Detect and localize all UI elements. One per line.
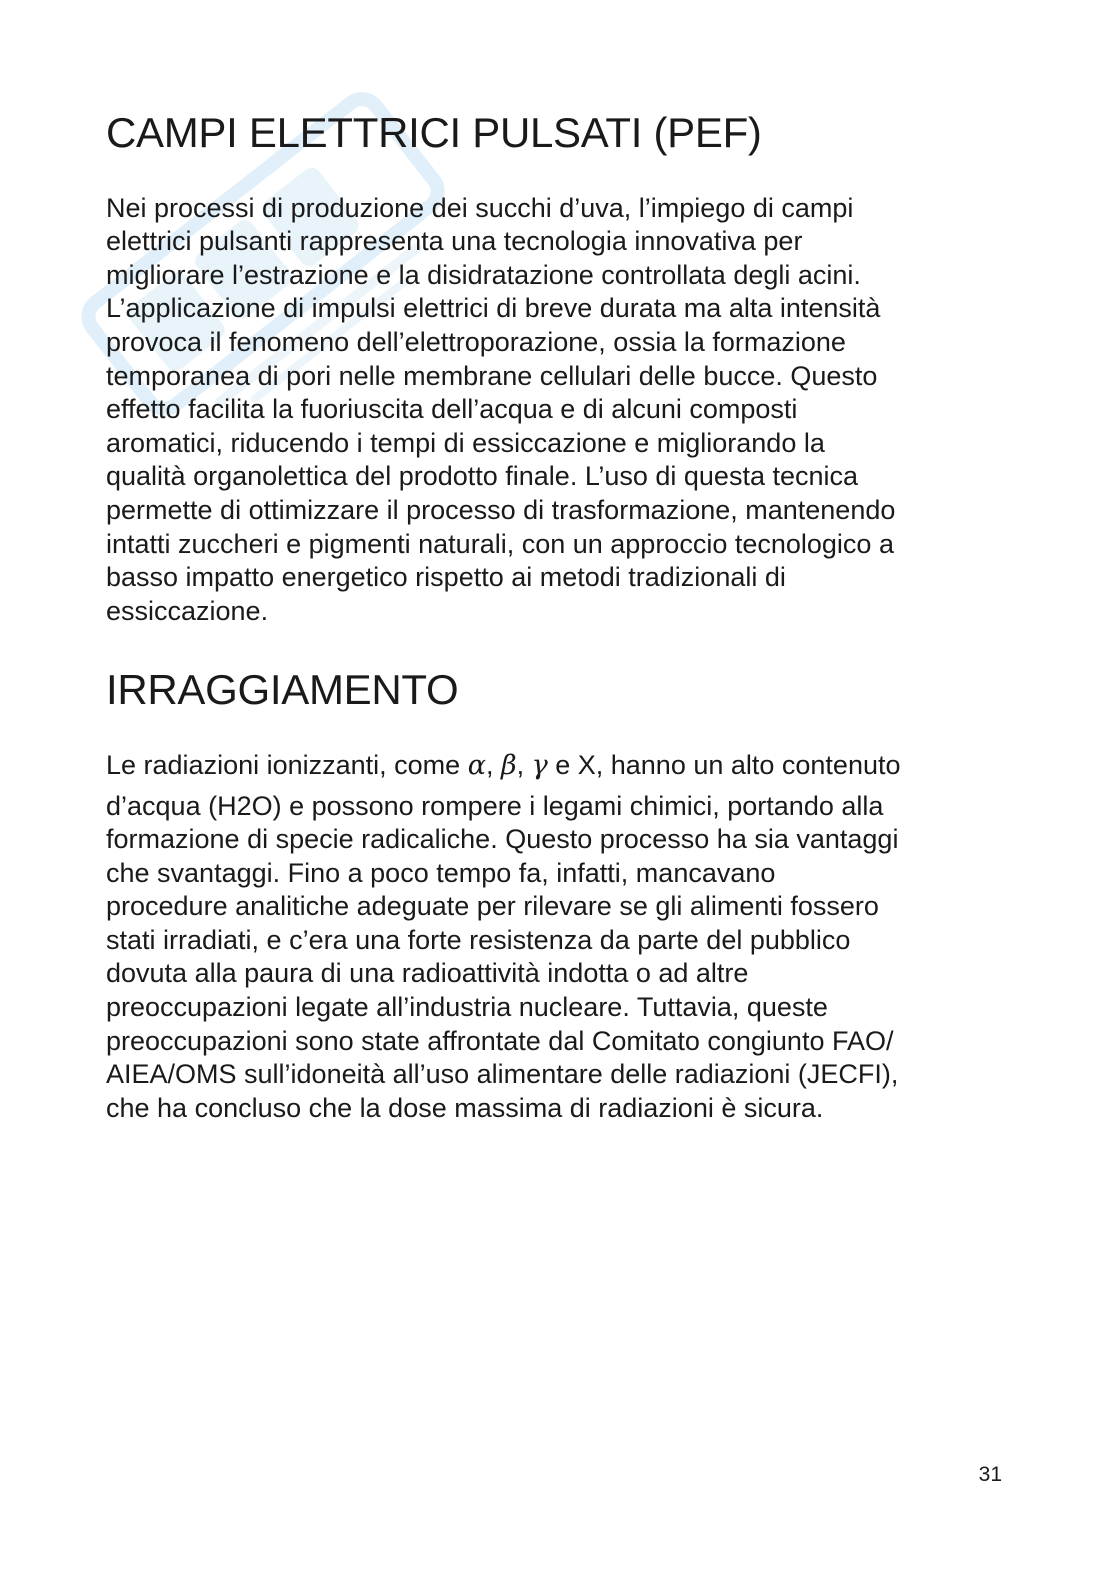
- body-line: qualità organolettica del prodotto finale. L’uso di questa tecnica: [106, 461, 859, 492]
- section-title: IRRAGGIAMENTO: [106, 666, 459, 714]
- body-line: provoca il fenomeno dell’elettroporazione, ossia la formazione: [106, 326, 846, 357]
- body-line: stati irradiati, e c’era una forte resistenza da parte del pubblico: [106, 924, 851, 955]
- body-line: aromatici, riducendo i tempi di essiccazione e migliorando la: [106, 427, 825, 458]
- body-line: L’applicazione di impulsi elettrici di breve durata ma alta intensità: [106, 293, 881, 324]
- gamma-symbol: γ: [531, 749, 548, 781]
- body-line: basso impatto energetico rispetto ai metodi tradizionali di: [106, 562, 786, 593]
- body-line-greek: [106, 750, 901, 780]
- body-line: che svantaggi. Fino a poco tempo fa, infatti, mancavano: [106, 857, 776, 888]
- text-fragment: ,: [485, 749, 501, 780]
- body-line: temporanea di pori nelle membrane cellulari delle bucce. Questo: [106, 360, 878, 391]
- body-line: Nei processi di produzione dei succhi d’uva, l’impiego di campi: [106, 192, 854, 223]
- text-fragment: Le radiazioni ionizzanti, come: [106, 749, 468, 780]
- section-title: CAMPI ELETTRICI PULSATI (PEF): [106, 109, 762, 156]
- page-number: 31: [978, 1463, 1002, 1486]
- section-body: [106, 158, 1006, 628]
- body-line: AIEA/OMS sull’idoneità all’uso alimentare delle radiazioni (JECFI),: [106, 1059, 899, 1090]
- body-line: formazione di specie radicaliche. Questo processo ha sia vantaggi: [106, 824, 899, 855]
- beta-symbol: β: [500, 749, 517, 781]
- body-line: elettrici pulsanti rappresenta una tecnologia innovativa per: [106, 226, 803, 257]
- body-line: permette di ottimizzare il processo di trasformazione, mantenendo: [106, 494, 896, 525]
- body-line: migliorare l’estrazione e la disidratazione controllata degli acini.: [106, 259, 861, 290]
- section-pef: [106, 108, 1006, 628]
- section-body: [106, 715, 1006, 1125]
- page-content: [106, 108, 1006, 1125]
- body-line: intatti zuccheri e pigmenti naturali, con un approccio tecnologico a: [106, 528, 894, 559]
- body-line: preoccupazioni sono state affrontate dal Comitato congiunto FAO/: [106, 1025, 894, 1056]
- alpha-symbol: α: [467, 749, 486, 781]
- body-line: essiccazione.: [106, 595, 269, 626]
- section-irraggiamento: [106, 665, 1006, 1125]
- text-fragment: ,: [516, 749, 532, 780]
- body-line: che ha concluso che la dose massima di radiazioni è sicura.: [106, 1092, 824, 1123]
- body-line: procedure analitiche adeguate per rilevare se gli alimenti fossero: [106, 891, 879, 922]
- body-line: preoccupazioni legate all’industria nucleare. Tuttavia, queste: [106, 992, 828, 1023]
- body-line: d’acqua (H2O) e possono rompere i legami chimici, portando alla: [106, 790, 884, 821]
- body-line: effetto facilita la fuoriuscita dell’acqua e di alcuni composti: [106, 394, 798, 425]
- body-line: dovuta alla paura di una radioattività indotta o ad altre: [106, 958, 749, 989]
- text-fragment: e X, hanno un alto contenuto: [547, 749, 901, 780]
- line-gap: [106, 783, 1006, 790]
